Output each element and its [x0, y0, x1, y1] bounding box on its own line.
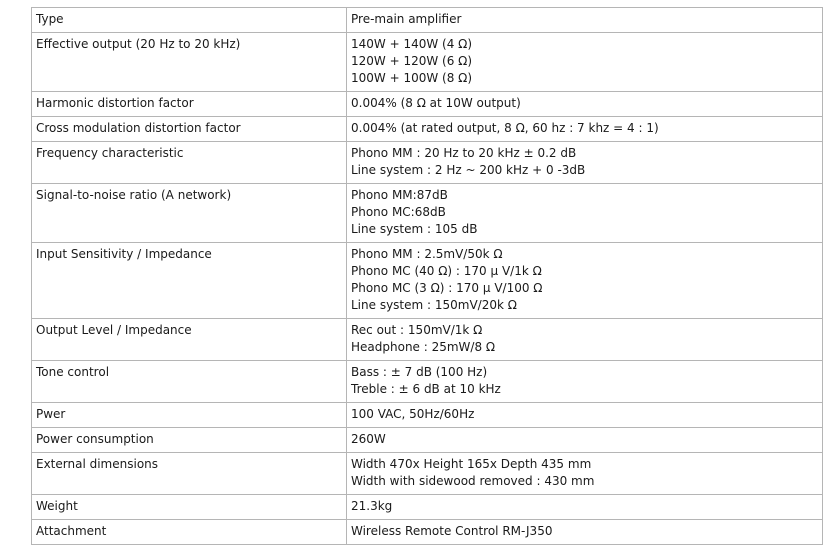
spec-value-line: 260W	[351, 432, 386, 446]
spec-value-line: Pre-main amplifier	[351, 12, 462, 26]
spec-value	[347, 520, 823, 545]
spec-label: External dimensions	[32, 453, 347, 495]
spec-row	[32, 117, 823, 142]
spec-row	[32, 92, 823, 117]
spec-label: Cross modulation distortion factor	[32, 117, 347, 142]
spec-value-line: Phono MC (3 Ω) : 170 μ V/100 Ω	[351, 281, 543, 295]
spec-value-line: Width 470x Height 165x Depth 435 mm	[351, 457, 592, 471]
spec-row	[32, 520, 823, 545]
spec-label: Pwer	[32, 403, 347, 428]
spec-value-line: Line system : 150mV/20k Ω	[351, 298, 517, 312]
spec-row	[32, 33, 823, 92]
spec-value	[347, 453, 823, 495]
spec-value-line: Wireless Remote Control RM-J350	[351, 524, 553, 538]
spec-value-line: Phono MC (40 Ω) : 170 μ V/1k Ω	[351, 264, 542, 278]
spec-value	[347, 243, 823, 319]
spec-label: Harmonic distortion factor	[32, 92, 347, 117]
spec-value	[347, 319, 823, 361]
spec-value-line: Rec out : 150mV/1k Ω	[351, 323, 483, 337]
spec-row	[32, 361, 823, 403]
spec-label: Type	[32, 8, 347, 33]
spec-value-line: Phono MM : 20 Hz to 20 kHz ± 0.2 dB	[351, 146, 577, 160]
spec-row	[32, 428, 823, 453]
spec-value-line: Phono MC:68dB	[351, 205, 446, 219]
spec-value	[347, 142, 823, 184]
spec-value-line: 140W + 140W (4 Ω)	[351, 37, 473, 51]
spec-table	[31, 7, 823, 545]
spec-label: Output Level / Impedance	[32, 319, 347, 361]
spec-value-line: 100 VAC, 50Hz/60Hz	[351, 407, 475, 421]
spec-value-line: Treble : ± 6 dB at 10 kHz	[351, 382, 501, 396]
spec-value-line: 0.004% (at rated output, 8 Ω, 60 hz : 7 khz = 4 : 1)	[351, 121, 659, 135]
spec-row	[32, 495, 823, 520]
spec-row	[32, 8, 823, 33]
spec-value-line: Phono MM:87dB	[351, 188, 448, 202]
spec-row	[32, 184, 823, 243]
spec-value-line: Line system : 2 Hz ~ 200 kHz + 0 -3dB	[351, 163, 586, 177]
spec-value-line: Phono MM : 2.5mV/50k Ω	[351, 247, 503, 261]
spec-value-line: 21.3kg	[351, 499, 393, 513]
spec-label: Tone control	[32, 361, 347, 403]
spec-value	[347, 361, 823, 403]
spec-table-body	[32, 8, 823, 545]
spec-row	[32, 403, 823, 428]
spec-label: Power consumption	[32, 428, 347, 453]
spec-value	[347, 403, 823, 428]
spec-value	[347, 495, 823, 520]
spec-value-line: Line system : 105 dB	[351, 222, 478, 236]
spec-row	[32, 243, 823, 319]
spec-value	[347, 92, 823, 117]
spec-label: Effective output (20 Hz to 20 kHz)	[32, 33, 347, 92]
spec-value-line: Bass : ± 7 dB (100 Hz)	[351, 365, 488, 379]
spec-label: Signal-to-noise ratio (A network)	[32, 184, 347, 243]
spec-value	[347, 33, 823, 92]
spec-value	[347, 428, 823, 453]
spec-value	[347, 8, 823, 33]
spec-value-line: Headphone : 25mW/8 Ω	[351, 340, 496, 354]
spec-value	[347, 184, 823, 243]
spec-label: Frequency characteristic	[32, 142, 347, 184]
spec-value	[347, 117, 823, 142]
spec-value-line: 100W + 100W (8 Ω)	[351, 71, 473, 85]
spec-row	[32, 453, 823, 495]
spec-row	[32, 142, 823, 184]
spec-value-line: Width with sidewood removed : 430 mm	[351, 474, 595, 488]
spec-value-line: 0.004% (8 Ω at 10W output)	[351, 96, 521, 110]
spec-label: Input Sensitivity / Impedance	[32, 243, 347, 319]
spec-value-line: 120W + 120W (6 Ω)	[351, 54, 473, 68]
spec-label: Weight	[32, 495, 347, 520]
spec-label: Attachment	[32, 520, 347, 545]
spec-row	[32, 319, 823, 361]
